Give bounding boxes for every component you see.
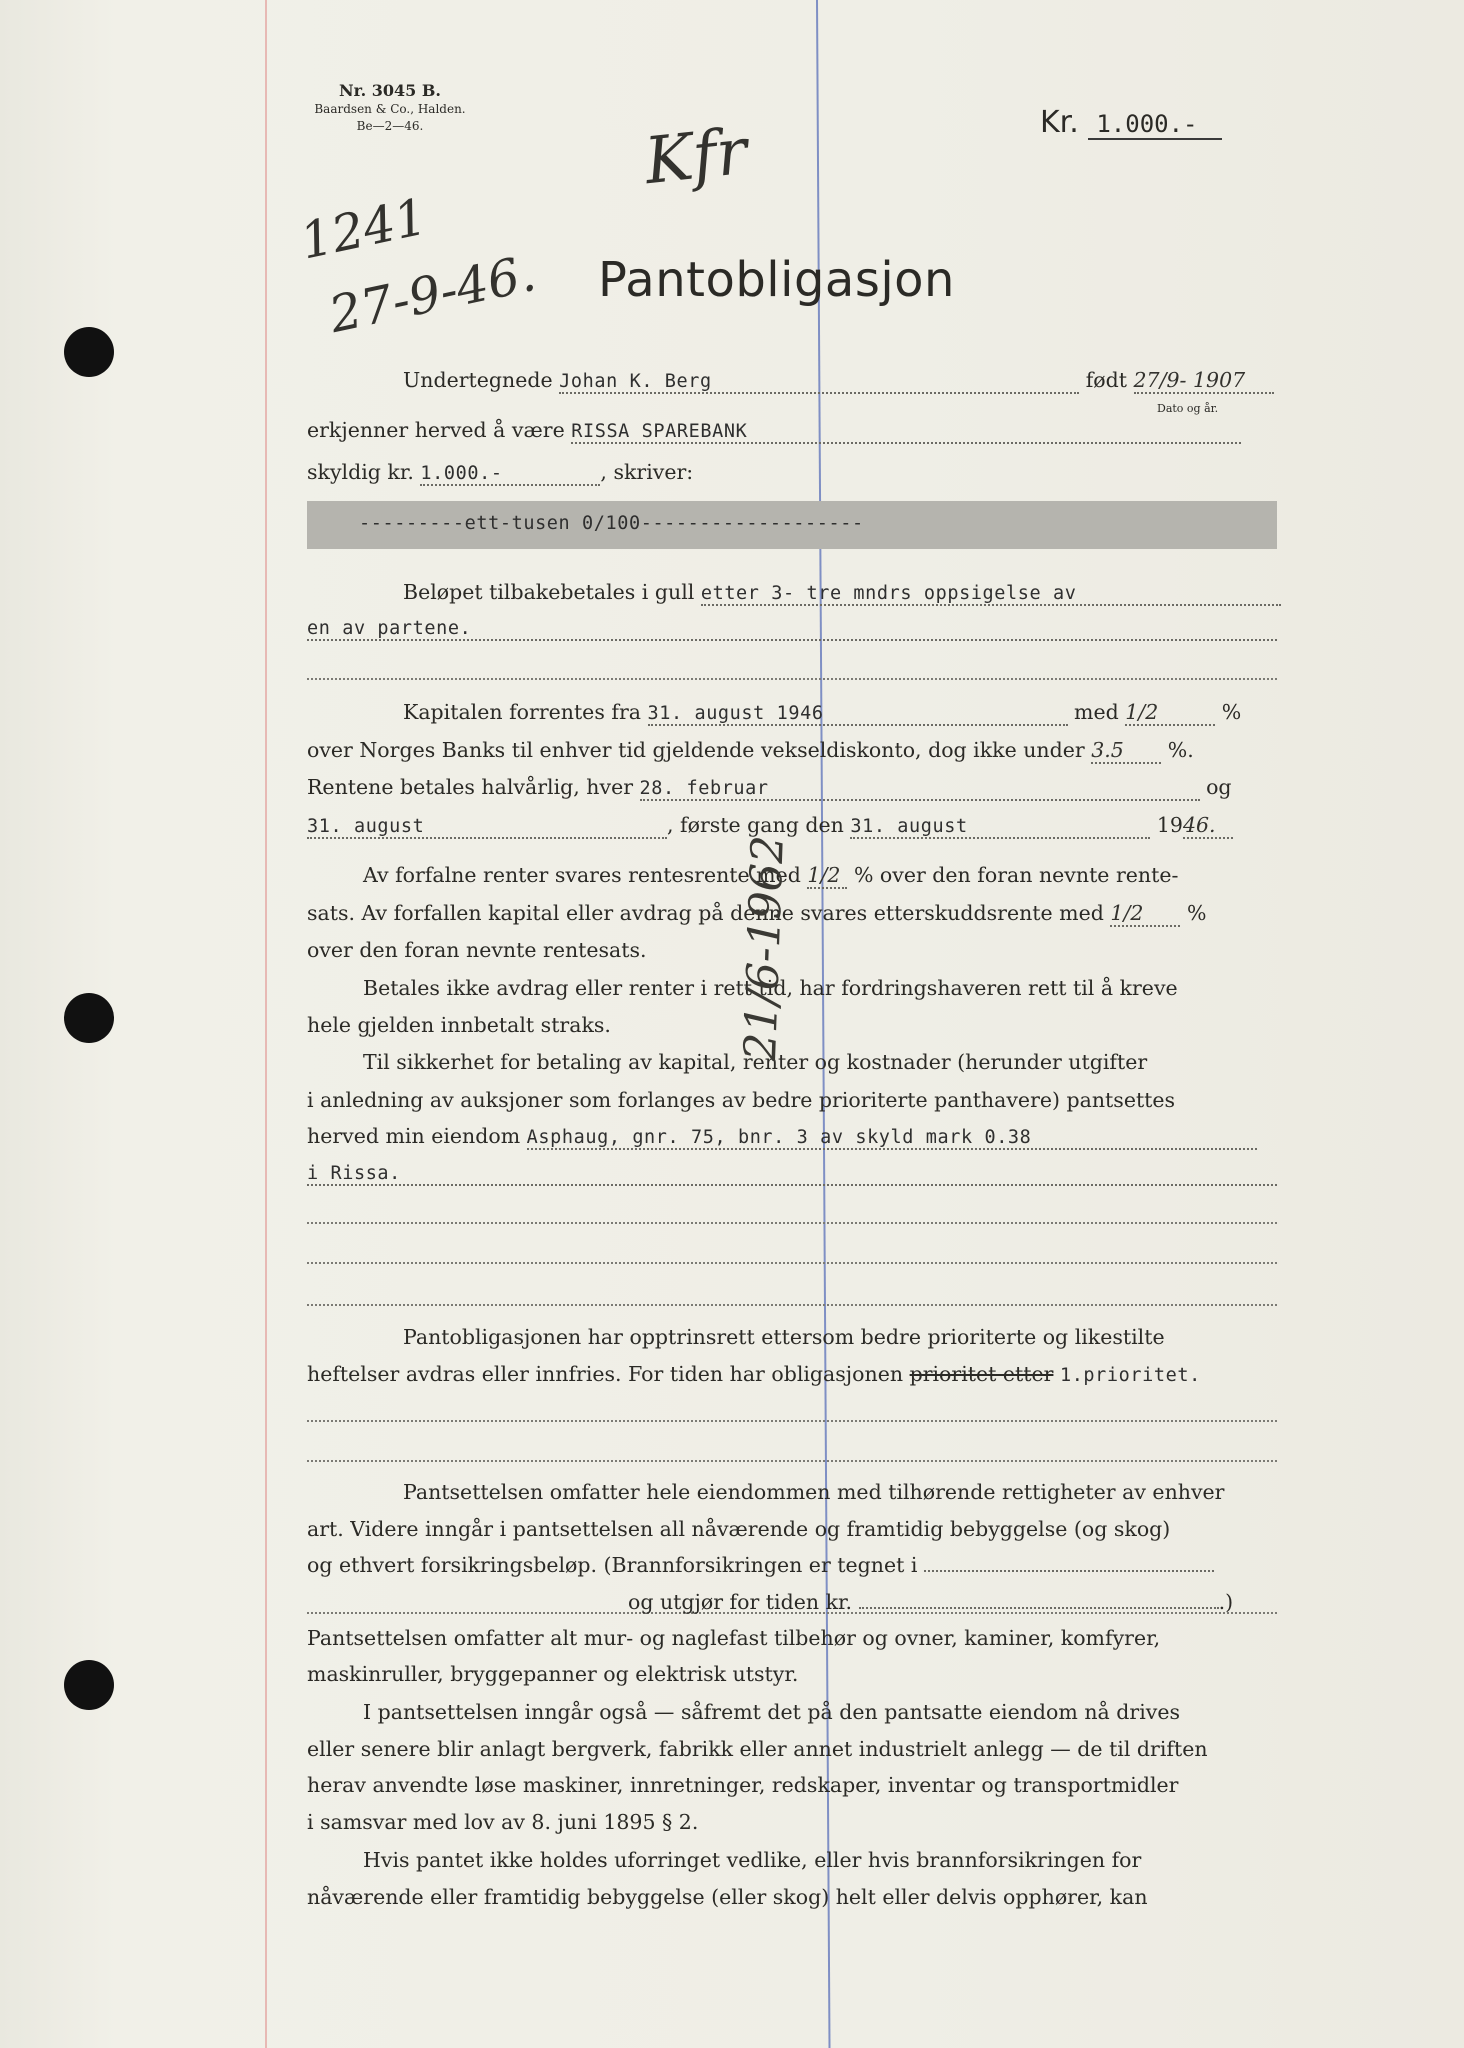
blank-rule	[307, 1262, 1277, 1264]
maintenance-clause-2: nåværende eller framtidig bebyggelse (eller skog) helt eller delvis opphører, kan	[307, 1885, 1148, 1909]
first-payment-date: 31. august	[850, 816, 968, 837]
semiannual-label: Rentene betales halvårlig, hver	[307, 775, 633, 799]
percent-sign: %.	[1167, 738, 1194, 762]
interest-line-2	[307, 738, 1277, 764]
priority-label: heftelser avdras eller innfries. For tiden har obligasjonen	[307, 1362, 904, 1386]
owed-suffix: , skriver:	[600, 460, 694, 484]
compound-interest-suffix: % over den foran nevnte rente-	[853, 863, 1179, 887]
vertical-handwritten-note: 21/6-1962	[735, 834, 794, 1062]
overdue-line-3: over den foran nevnte rentesats.	[307, 938, 647, 962]
amount-in-words-field	[307, 501, 1277, 549]
industrial-clause-2: eller senere blir anlagt bergverk, fabrikk eller annet industrielt anlegg — de til driften	[307, 1737, 1208, 1761]
margin-line	[265, 0, 267, 2048]
repayment-terms-2: en av partene.	[307, 618, 472, 639]
penalty-interest-label: sats. Av forfallen kapital eller avdrag på denne svares etterskuddsrente med	[307, 901, 1104, 925]
creditor-label: erkjenner herved å være	[307, 418, 565, 442]
industrial-clause-4: i samsvar med lov av 8. juni 1895 § 2.	[307, 1810, 699, 1834]
struck-priority-text: prioritet etter	[909, 1362, 1054, 1386]
maintenance-clause-1: Hvis pantet ikke holdes uforringet vedlike, eller hvis brannforsikringen for	[363, 1848, 1142, 1872]
security-clause-2: i anledning av auksjoner som forlanges av bedre prioriterte panthavere) pantsettes	[307, 1088, 1176, 1112]
amount-header	[1040, 105, 1222, 140]
overdue-line-2	[307, 901, 1277, 927]
kr-value: 1.000.-	[1088, 110, 1221, 140]
discount-clause: over Norges Banks til enhver tid gjeldende vekseldiskonto, dog ikke under	[307, 738, 1085, 762]
property-label: herved min eiendom	[307, 1124, 521, 1148]
priority-value: 1.prioritet.	[1059, 1365, 1201, 1386]
blank-rule	[307, 1420, 1277, 1422]
creditor-line	[307, 418, 1277, 444]
payment-date-2: 31. august	[307, 816, 425, 837]
scope-clause-1: Pantsettelsen omfatter hele eiendommen med tilhørende rettigheter av enhver	[403, 1480, 1225, 1504]
compound-interest-label: Av forfalne renter svares rentesrente med	[363, 863, 801, 887]
printer-name: Baardsen & Co., Halden.	[314, 102, 466, 116]
priority-clause-1: Pantobligasjonen har opptrinsrett ettersom bedre prioriterte og likestilte	[403, 1325, 1165, 1349]
repayment-line	[403, 580, 1283, 606]
percent-sign: %	[1221, 700, 1242, 724]
repayment-label: Beløpet tilbakebetales i gull	[403, 580, 695, 604]
scope-clause-2: art. Videre inngår i pantsettelsen all nåværende og framtidig bebyggelse (og skog)	[307, 1517, 1171, 1541]
default-clause-1: Betales ikke avdrag eller renter i rett tid, har fordringshaveren rett til å kreve	[363, 976, 1178, 1000]
repayment-terms: etter 3- tre mndrs oppsigelse av	[700, 583, 1077, 604]
amount-in-words: ---------ett-tusen 0/100-------------------	[359, 513, 864, 534]
interest-rate-over: 1/2	[1125, 700, 1159, 724]
first-payment-year: 46.	[1182, 813, 1216, 837]
fire-insurance-label: og ethvert forsikringsbeløp. (Brannforsikringen er tegnet i	[307, 1553, 918, 1577]
owed-value: 1.000.-	[420, 463, 503, 484]
scope-clause-6: maskinruller, bryggepanner og elektrisk utstyr.	[307, 1662, 799, 1686]
compound-interest-rate: 1/2	[807, 863, 841, 887]
priority-clause-2	[307, 1362, 1277, 1386]
scope-clause-5: Pantsettelsen omfatter alt mur- og naglefast tilbehør og ovner, kaminer, komfyrer,	[307, 1626, 1161, 1650]
interest-from-date: 31. august 1946	[647, 703, 824, 724]
punch-hole	[64, 327, 114, 377]
owed-line	[307, 460, 1277, 486]
industrial-clause-1: I pantsettelsen inngår også — såfremt det på den pantsatte eiendom nå drives	[363, 1700, 1180, 1724]
property-location: i Rissa.	[307, 1163, 401, 1184]
form-number: Nr. 3045 B.	[339, 81, 441, 100]
insured-amount-label: og utgjør for tiden kr.	[628, 1590, 853, 1614]
printer-imprint	[290, 82, 490, 135]
closing-paren: .)	[1218, 1590, 1234, 1614]
initials: Kfr	[641, 114, 751, 200]
repayment-line-2	[307, 615, 1277, 641]
registration-number: 1241	[295, 187, 432, 271]
registration-date: 27-9-46.	[324, 243, 541, 345]
punch-hole	[64, 1660, 114, 1710]
punch-hole	[64, 993, 114, 1043]
blank-rule	[307, 678, 1277, 680]
document-title: Pantobligasjon	[598, 252, 955, 308]
interest-from-label: Kapitalen forrentes fra	[403, 700, 641, 724]
property-line	[307, 1124, 1277, 1150]
born-caption: Dato og år.	[1157, 402, 1219, 415]
year-prefix: 19	[1156, 813, 1183, 837]
born-value: 27/9- 1907	[1133, 368, 1246, 392]
and-label: og	[1206, 775, 1232, 799]
interest-with-label: med	[1074, 700, 1119, 724]
interest-line-1	[403, 700, 1283, 726]
kr-label: Kr.	[1040, 105, 1079, 140]
blank-rule	[307, 1304, 1277, 1306]
print-date: Be—2—46.	[356, 119, 424, 133]
debtor-name: Johan K. Berg	[559, 371, 712, 392]
penalty-interest-rate: 1/2	[1110, 901, 1144, 925]
property-description: Asphaug, gnr. 75, bnr. 3 av skyld mark 0.38	[526, 1127, 1032, 1148]
percent-sign: %	[1186, 901, 1207, 925]
scope-clause-3	[307, 1553, 1277, 1577]
blank-rule	[307, 1460, 1277, 1462]
industrial-clause-3: herav anvendte løse maskiner, innretninger, redskaper, inventar og transportmidler	[307, 1773, 1179, 1797]
debtor-label: Undertegnede	[403, 368, 553, 392]
overdue-line-1	[363, 863, 1283, 889]
security-clause-1: Til sikkerhet for betaling av kapital, renter og kostnader (herunder utgifter	[363, 1050, 1148, 1074]
born-label: født	[1085, 368, 1127, 392]
property-line-2	[307, 1160, 1277, 1186]
blank-rule	[307, 1222, 1277, 1224]
owed-label: skyldig kr.	[307, 460, 414, 484]
first-time-label: , første gang den	[667, 813, 844, 837]
scope-clause-4	[628, 1590, 1278, 1614]
debtor-line	[403, 368, 1283, 394]
creditor-name: RISSA SPAREBANK	[571, 421, 748, 442]
minimum-rate: 3.5	[1091, 738, 1124, 762]
interest-line-3	[307, 775, 1277, 801]
default-clause-2: hele gjelden innbetalt straks.	[307, 1013, 611, 1037]
payment-date-1: 28. februar	[639, 778, 769, 799]
